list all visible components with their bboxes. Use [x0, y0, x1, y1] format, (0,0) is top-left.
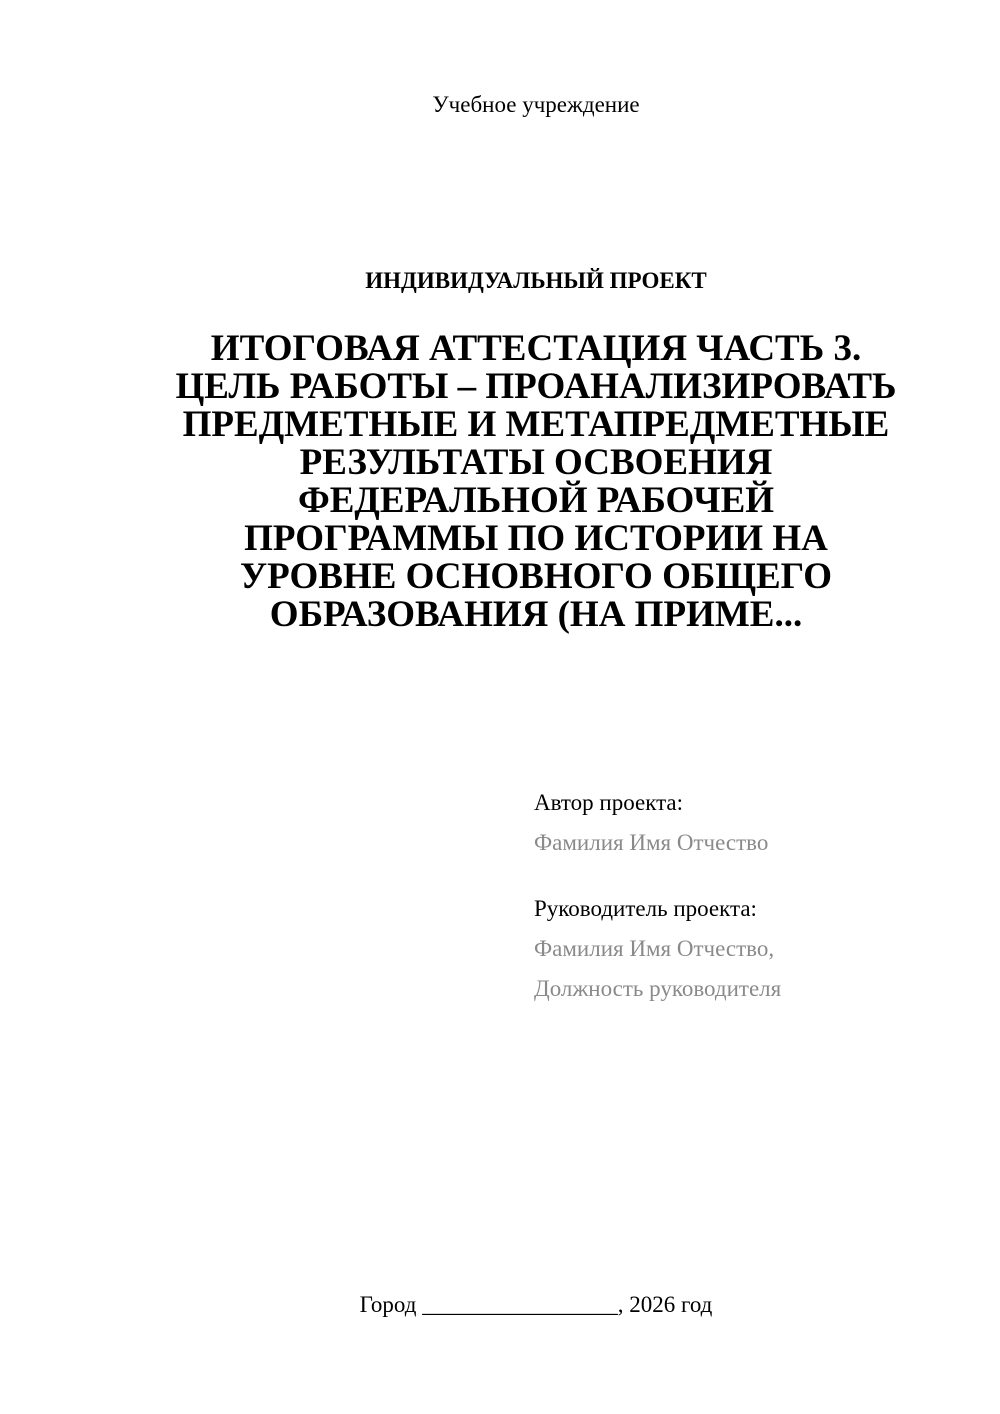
supervisor-name-placeholder[interactable]: Фамилия Имя Отчество,	[534, 936, 775, 961]
project-title-line: ЦЕЛЬ РАБОТЫ – ПРОАНАЛИЗИРОВАТЬ	[175, 366, 897, 407]
author-name-placeholder[interactable]: Фамилия Имя Отчество	[534, 830, 769, 855]
supervisor-position-placeholder[interactable]: Должность руководителя	[534, 976, 782, 1001]
author-block	[534, 788, 768, 858]
institution-name: Учебное учреждение	[432, 92, 640, 117]
city-year-line: Город _________________, 2026 год	[359, 1292, 713, 1317]
project-title	[36, 330, 1000, 634]
project-title-line: ОБРАЗОВАНИЯ (НА ПРИМЕ...	[269, 594, 803, 635]
supervisor-block	[534, 894, 781, 1004]
supervisor-label: Руководитель проекта:	[534, 896, 757, 921]
project-title-line: УРОВНЕ ОСНОВНОГО ОБЩЕГО	[239, 556, 833, 597]
project-title-line: ПРЕДМЕТНЫЕ И МЕТАПРЕДМЕТНЫЕ	[182, 404, 890, 445]
project-title-line: РЕЗУЛЬТАТЫ ОСВОЕНИЯ	[299, 442, 773, 483]
document-type-heading: ИНДИВИДУАЛЬНЫЙ ПРОЕКТ	[365, 268, 707, 293]
project-title-line: ИТОГОВАЯ АТТЕСТАЦИЯ ЧАСТЬ 3.	[210, 328, 862, 369]
project-title-line: ПРОГРАММЫ ПО ИСТОРИИ НА	[244, 518, 828, 559]
author-label: Автор проекта:	[534, 790, 683, 815]
project-title-line: ФЕДЕРАЛЬНОЙ РАБОЧЕЙ	[297, 480, 775, 521]
